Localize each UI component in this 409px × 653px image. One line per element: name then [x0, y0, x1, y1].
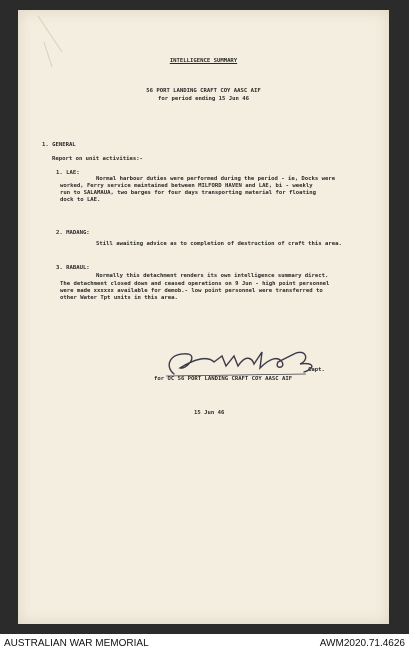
item-lae-label: 1. LAE:	[56, 170, 80, 176]
footer-institution: AUSTRALIAN WAR MEMORIAL	[4, 638, 149, 649]
archive-footer	[0, 634, 409, 653]
item-rabaul-text-2: The detachment closed down and ceased operations on 9 Jun - high point personnel	[60, 281, 330, 287]
item-lae-text-4: dock to LAE.	[60, 197, 101, 203]
document-title: INTELLIGENCE SUMMARY	[169, 58, 238, 64]
item-rabaul-label: 3. RABAUL:	[56, 265, 90, 271]
signature-rank: Capt.	[308, 367, 325, 373]
footer-accession-number: AWM2020.71.4626	[319, 638, 405, 649]
document-page	[18, 10, 389, 624]
item-lae-text-1: Normal harbour duties were performed during the period - ie, Docks were	[96, 176, 336, 182]
period-line: for period ending 15 Jun 46	[158, 96, 249, 102]
item-lae-text-3: run to SALAMAUA, two barges for four days transporting material for floating	[60, 190, 316, 196]
signature-block: for OC 56 PORT LANDING CRAFT COY AASC AIF	[154, 376, 293, 382]
item-lae-text-2: worked, Ferry service maintained between MILFORD HAVEN and LAE, bi - weekly	[60, 183, 313, 189]
item-rabaul-text-3: were made xxxxxx available for demob.- low point personnel were transferred to	[60, 288, 323, 294]
unit-line: 56 PORT LANDING CRAFT COY AASC AIF	[146, 88, 261, 94]
item-madang-text: Still awaiting advice as to completion of destruction of craft this area.	[96, 241, 342, 247]
item-madang-label: 2. MADANG:	[56, 230, 90, 236]
item-rabaul-text-4: other Water Tpt units in this area.	[60, 295, 178, 301]
document-date: 15 Jun 46	[194, 410, 225, 416]
report-heading: Report on unit activities:-	[52, 156, 143, 162]
item-rabaul-text-1: Normally this detachment renders its own intelligence summary direct.	[96, 273, 329, 279]
document-body	[18, 10, 389, 624]
section-general-heading: 1. GENERAL	[42, 142, 76, 148]
